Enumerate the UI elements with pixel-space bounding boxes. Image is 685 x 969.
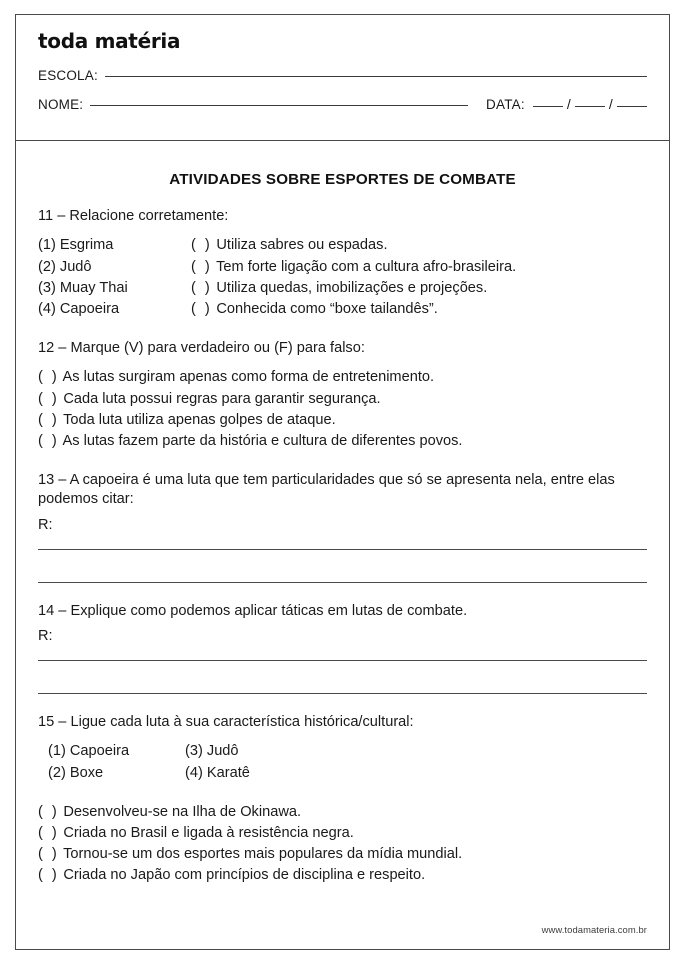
question-14-prompt: 14 – Explique como podemos aplicar táticas em lutas de combate. bbox=[38, 602, 468, 619]
school-field-row bbox=[38, 68, 647, 83]
match-definition[interactable] bbox=[191, 278, 647, 299]
answer-label: R: bbox=[38, 628, 53, 645]
date-day-input[interactable] bbox=[533, 105, 563, 107]
worksheet-frame bbox=[15, 14, 670, 950]
answer-line[interactable] bbox=[38, 659, 647, 661]
answer-parenthesis: ( ) bbox=[38, 390, 60, 407]
date-separator-2: / bbox=[608, 96, 613, 112]
statement-text: Tornou-se um dos esportes mais populares da mídia mundial. bbox=[63, 846, 463, 863]
school-input-line[interactable] bbox=[105, 75, 647, 77]
option-row bbox=[48, 741, 647, 762]
answer-parenthesis: ( ) bbox=[38, 803, 60, 820]
answer-parenthesis: ( ) bbox=[38, 369, 60, 386]
statement-text: Desenvolveu-se na Ilha de Okinawa. bbox=[63, 803, 302, 820]
answer-parenthesis: ( ) bbox=[38, 824, 60, 841]
statement-text: As lutas fazem parte da história e cultura de diferentes povos. bbox=[62, 432, 463, 449]
statement-text: As lutas surgiram apenas como forma de entretenimento. bbox=[62, 369, 435, 386]
statement-text: Toda luta utiliza apenas golpes de ataque. bbox=[63, 411, 336, 428]
question-12 bbox=[38, 339, 647, 452]
question-11-prompt: 11 – Relacione corretamente: bbox=[38, 208, 229, 224]
name-label: NOME: bbox=[38, 97, 84, 112]
answer-line[interactable] bbox=[38, 581, 647, 583]
worksheet-header bbox=[16, 15, 669, 141]
statement-row[interactable] bbox=[38, 865, 647, 886]
match-row bbox=[38, 257, 647, 278]
statement-row[interactable] bbox=[38, 410, 647, 431]
answer-line[interactable] bbox=[38, 548, 647, 550]
question-13 bbox=[38, 471, 647, 583]
page-title: ATIVIDADES SOBRE ESPORTES DE COMBATE bbox=[169, 171, 516, 188]
statement-row[interactable] bbox=[38, 802, 647, 823]
answer-parenthesis: ( ) bbox=[38, 846, 60, 863]
question-15-prompt: 15 – Ligue cada luta à sua característica histórica/cultural: bbox=[38, 714, 414, 731]
statement-text: Criada no Brasil e ligada à resistência negra. bbox=[63, 824, 354, 841]
answer-parenthesis: ( ) bbox=[38, 867, 60, 884]
question-11-match-list bbox=[38, 235, 647, 320]
date-month-input[interactable] bbox=[575, 105, 605, 107]
match-definition-text: Conhecida como “boxe tailandês”. bbox=[216, 300, 438, 317]
question-13-answer-area bbox=[38, 512, 647, 583]
question-12-statement-list bbox=[38, 367, 647, 452]
school-label: ESCOLA: bbox=[38, 68, 98, 83]
match-term: (3) Muay Thai bbox=[38, 279, 128, 296]
question-13-prompt: 13 – A capoeira é uma luta que tem particularidades que só se apresenta nela, entre elas podemos citar: bbox=[38, 472, 615, 508]
statement-row[interactable] bbox=[38, 844, 647, 865]
footer-website-url: www.todamateria.com.br bbox=[541, 924, 647, 935]
match-term: (1) Esgrima bbox=[38, 237, 114, 254]
question-14 bbox=[38, 602, 647, 694]
option-item: (4) Karatê bbox=[185, 764, 250, 781]
answer-parenthesis: ( ) bbox=[38, 411, 60, 428]
match-definition[interactable] bbox=[191, 299, 647, 320]
name-date-field-row bbox=[38, 96, 647, 112]
answer-line[interactable] bbox=[38, 692, 647, 694]
option-item: (3) Judô bbox=[185, 743, 239, 760]
question-12-prompt: 12 – Marque (V) para verdadeiro ou (F) para falso: bbox=[38, 340, 365, 357]
question-15-statement-list bbox=[38, 802, 647, 887]
option-item: (2) Boxe bbox=[48, 764, 104, 781]
match-row bbox=[38, 235, 647, 256]
question-14-answer-area bbox=[38, 623, 647, 694]
statement-row[interactable] bbox=[38, 389, 647, 410]
option-row bbox=[48, 763, 647, 784]
match-definition[interactable] bbox=[191, 257, 647, 278]
statement-text: Cada luta possui regras para garantir segurança. bbox=[63, 390, 381, 407]
match-definition-text: Utiliza quedas, imobilizações e projeções. bbox=[216, 279, 488, 296]
answer-label: R: bbox=[38, 516, 53, 533]
answer-parenthesis: ( ) bbox=[191, 237, 213, 254]
statement-row[interactable] bbox=[38, 431, 647, 452]
brand-logo: toda matéria bbox=[38, 29, 181, 53]
question-11 bbox=[38, 207, 647, 320]
match-row bbox=[38, 299, 647, 320]
date-year-input[interactable] bbox=[617, 105, 647, 107]
answer-parenthesis: ( ) bbox=[191, 258, 213, 275]
match-definition[interactable] bbox=[191, 235, 647, 256]
answer-parenthesis: ( ) bbox=[191, 300, 213, 317]
statement-text: Criada no Japão com princípios de disciplina e respeito. bbox=[63, 867, 426, 884]
answer-parenthesis: ( ) bbox=[191, 279, 213, 296]
name-input-line[interactable] bbox=[90, 104, 468, 106]
question-15-option-grid bbox=[38, 741, 647, 783]
worksheet-body bbox=[16, 141, 669, 949]
statement-row[interactable] bbox=[38, 823, 647, 844]
answer-parenthesis: ( ) bbox=[38, 432, 60, 449]
date-field-group bbox=[486, 96, 647, 112]
match-term: (2) Judô bbox=[38, 258, 92, 275]
match-term: (4) Capoeira bbox=[38, 300, 120, 317]
option-item: (1) Capoeira bbox=[48, 743, 130, 760]
match-definition-text: Utiliza sabres ou espadas. bbox=[216, 237, 388, 254]
date-separator-1: / bbox=[566, 96, 571, 112]
match-row bbox=[38, 278, 647, 299]
date-label: DATA: bbox=[486, 97, 525, 112]
question-15 bbox=[38, 713, 647, 886]
match-definition-text: Tem forte ligação com a cultura afro-brasileira. bbox=[216, 258, 517, 275]
statement-row[interactable] bbox=[38, 367, 647, 388]
